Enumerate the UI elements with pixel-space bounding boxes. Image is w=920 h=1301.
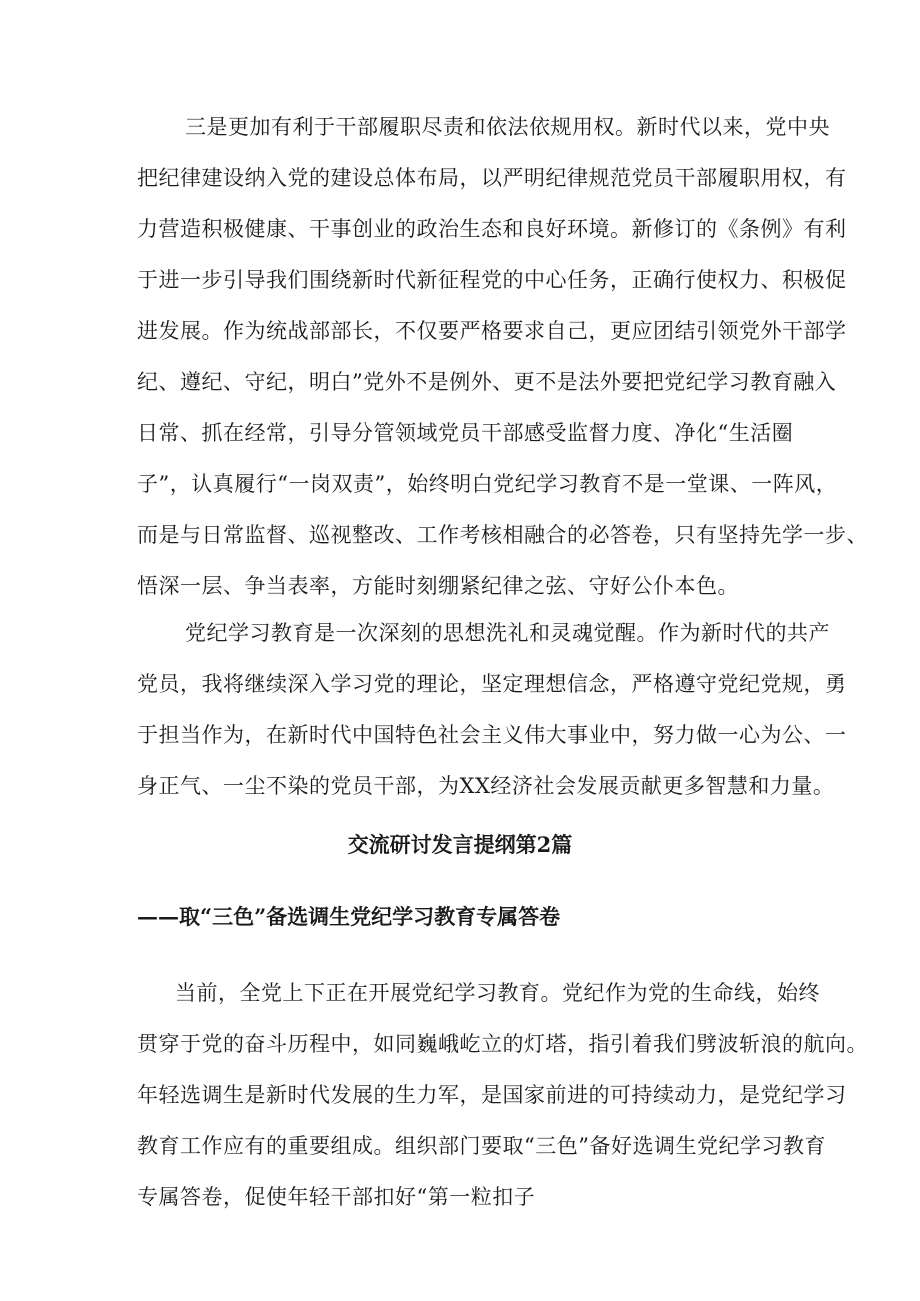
paragraph-conclusion: [137, 608, 847, 812]
text-line: 于进一步引导我们围绕新时代新征程党的中心任务，正确行使权力、积极促: [137, 268, 847, 292]
text-line: 于担当作为，在新时代中国特色社会主义伟大事业中，努力做一心为公、一: [137, 723, 847, 747]
text-line: 三是更加有利于干部履职尽责和依法依规用权。新时代以来，党中央: [185, 115, 830, 139]
text-line: 把纪律建设纳入党的建设总体布局，以严明纪律规范党员干部履职用权，有: [137, 166, 847, 190]
text-line: 纪、遵纪、守纪，明白”党外不是例外、更不是法外要把党纪学习教育融入: [137, 370, 837, 394]
text-line: 进发展。作为统战部部长，不仅要严格要求自己，更应团结引领党外干部学: [137, 319, 847, 343]
text-line: 专属答卷，促使年轻干部扣好“第一粒扣子: [137, 1185, 536, 1209]
paragraph-selected-graduates: [137, 968, 868, 1223]
text-line: 悟深一层、争当表率，方能时刻绷紧纪律之弦、守好公仆本色。: [137, 574, 739, 598]
section-subtitle: ——取“三色”备选调生党纪学习教育专属答卷: [137, 904, 561, 929]
text-line: 日常、抓在经常，引导分管领域党员干部感受监督力度、净化“生活圈: [137, 421, 794, 445]
text-line: 党纪学习教育是一次深刻的思想洗礼和灵魂觉醒。作为新时代的共产: [185, 621, 830, 645]
text-line: 身正气、一尘不染的党员干部，为XX经济社会发展贡献更多智慧和力量。: [137, 774, 835, 798]
text-line: 贯穿于党的奋斗历程中，如同巍峨屹立的灯塔，指引着我们劈波斩浪的航向。: [137, 1032, 868, 1056]
section-title: 交流研讨发言提纲第2篇: [347, 832, 573, 857]
text-line: 当前，全党上下正在开展党纪学习教育。党纪作为党的生命线，始终: [175, 981, 820, 1005]
text-line: 党员，我将继续深入学习党的理论，坚定理想信念，严格遵守党纪党规，勇: [137, 672, 847, 696]
text-line: 而是与日常监督、巡视整改、工作考核相融合的必答卷，只有坚持先学一步、: [137, 523, 868, 547]
text-line: 年轻选调生是新时代发展的生力军，是国家前进的可持续动力，是党纪学习: [137, 1083, 847, 1107]
text-line: 教育工作应有的重要组成。组织部门要取“三色”备好选调生党纪学习教育: [137, 1134, 826, 1158]
paragraph-party-discipline-benefits: [137, 102, 868, 612]
text-line: 力营造积极健康、干事创业的政治生态和良好环境。新修订的《条例》有利: [137, 217, 847, 241]
text-line: 子”，认真履行“一岗双责”，始终明白党纪学习教育不是一堂课、一阵风，: [137, 472, 838, 496]
